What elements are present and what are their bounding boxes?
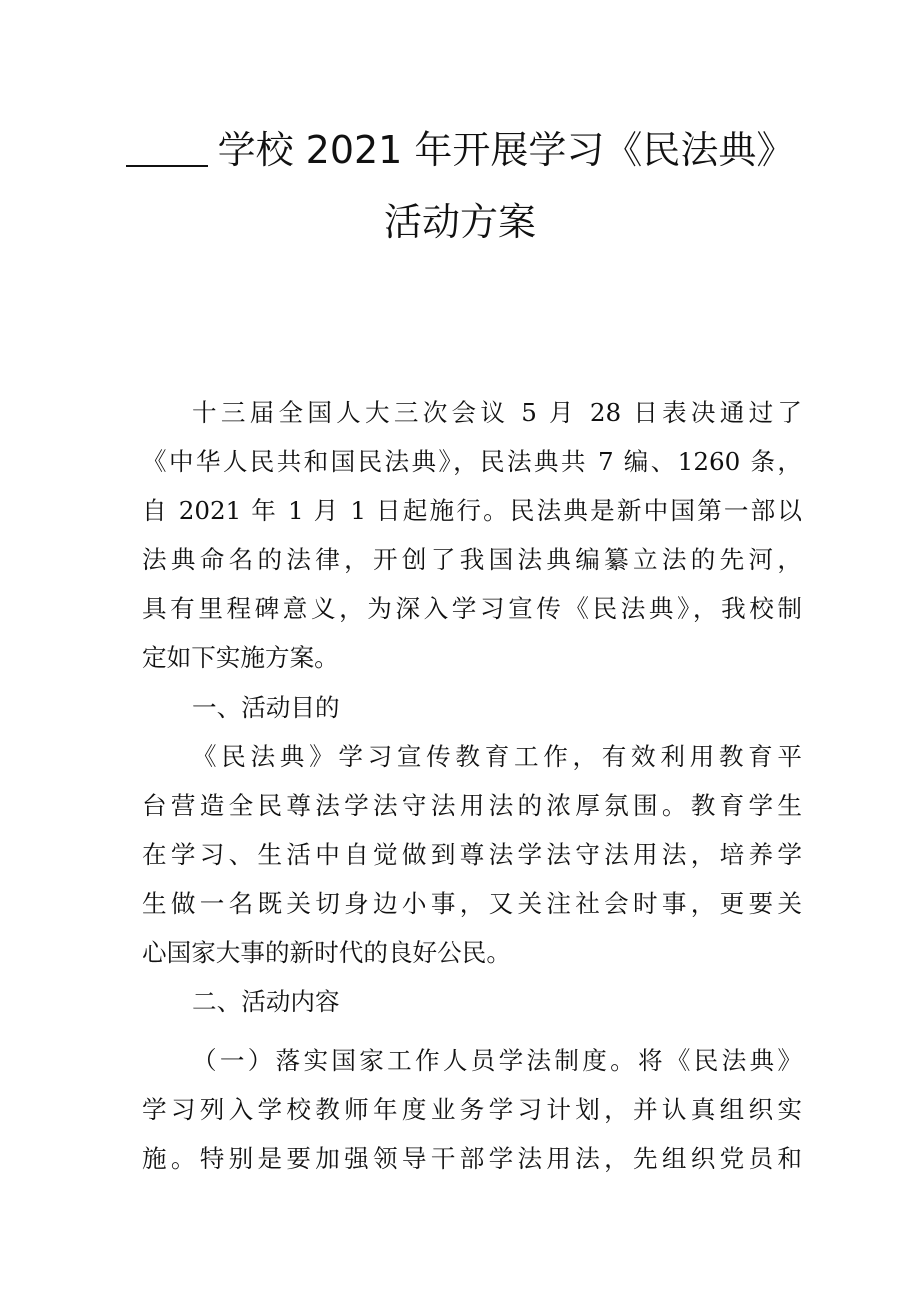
section-heading-content: 二、活动内容 [192,987,340,1017]
document-body [142,388,802,1184]
section-2-line: 学习列入学校教师年度业务学习计划，并认真组织实 [142,1095,802,1125]
section-1-line: 台营造全民尊法学法守法用法的浓厚氛围。教育学生 [142,790,802,820]
section-1-line: 心国家大事的新时代的良好公民。 [142,938,511,968]
intro-line: 法典命名的法律，开创了我国法典编纂立法的先河， [142,545,802,575]
section-heading-objective: 一、活动目的 [192,692,340,722]
intro-line: 十三届全国人大三次会议 5 月 28 日表决通过了 [192,398,802,427]
intro-line: 具有里程碑意义，为深入学习宣传《民法典》，我校制 [142,594,802,624]
intro-line: 自 2021 年 1 月 1 日起施行。民法典是新中国第一部以 [142,496,802,526]
intro-line: 《中华人民共和国民法典》，民法典共 7 编、1260 条， [142,447,802,477]
section-1-line: 在学习、生活中自觉做到尊法学法守法用法，培养学 [142,839,802,869]
title-blank-underline [126,165,208,167]
title-text: 学校 2021 年开展学习《民法典》 [217,128,795,172]
intro-line: 定如下实施方案。 [142,643,339,673]
section-1-line: 生做一名既关切身边小事，又关注社会时事，更要关 [142,888,802,918]
section-2-line: 施。特别是要加强领导干部学法用法，先组织党员和 [142,1144,802,1174]
document-title-line-2: 活动方案 [383,200,536,244]
paragraph-gap [142,1026,802,1036]
section-1-line: 《民法典》学习宣传教育工作，有效利用教育平 [192,741,802,771]
document-title-line-1 [0,125,920,175]
section-2-line: （一）落实国家工作人员学法制度。将《民法典》 [192,1046,802,1076]
